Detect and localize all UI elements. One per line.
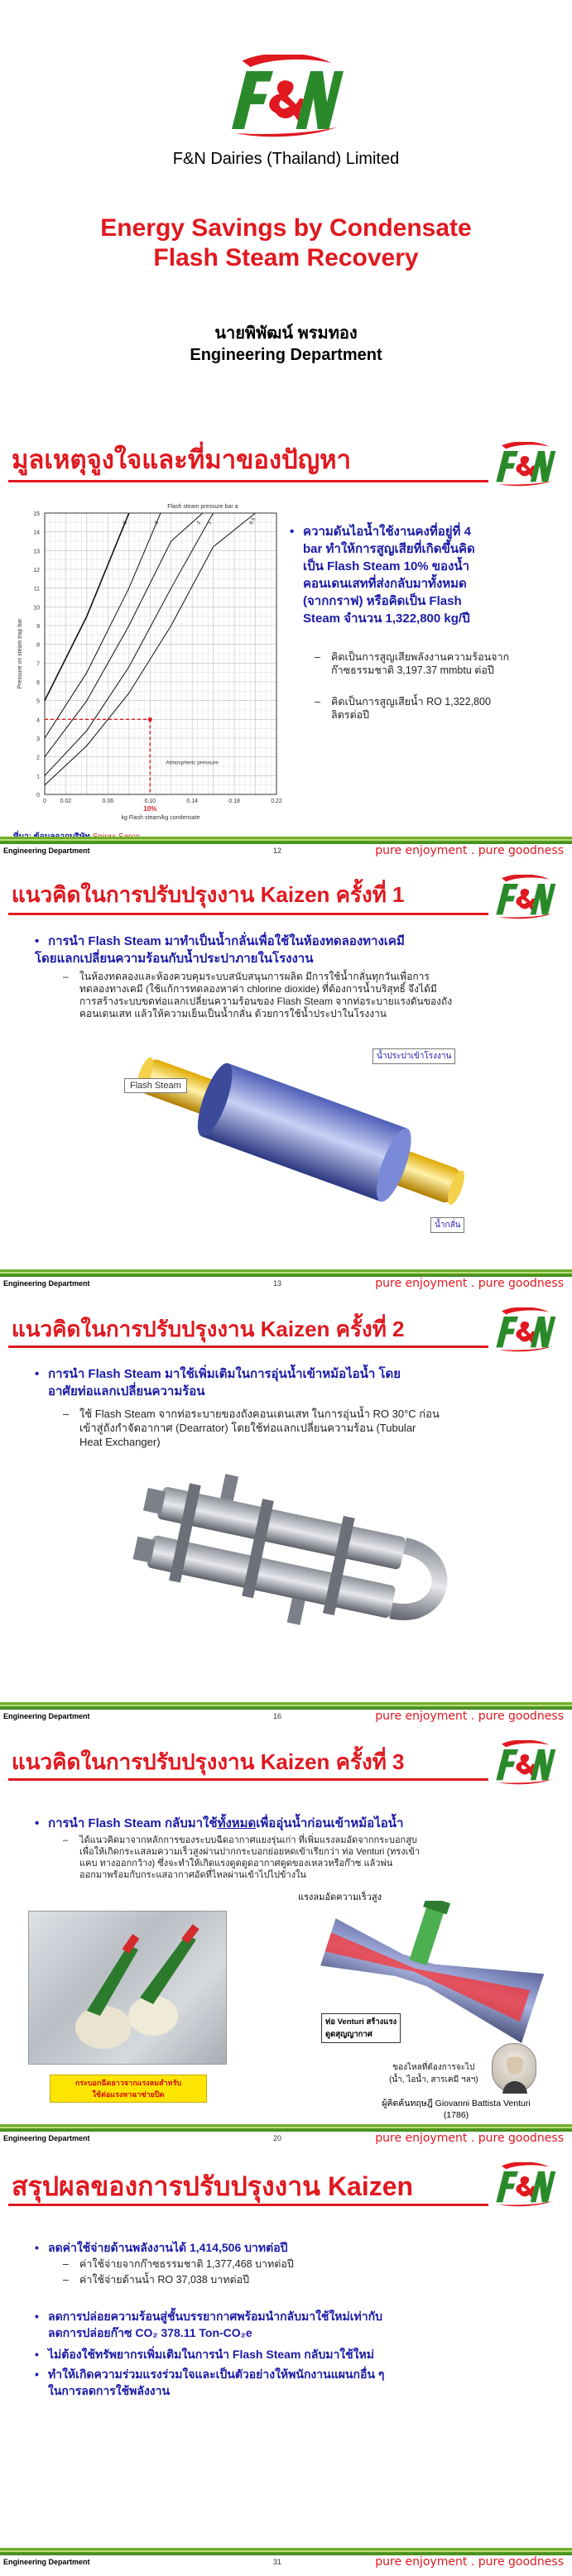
page-number: 13 [273,1279,282,1288]
drawn-fluid-line: (น้ำ, ไอน้ำ, สารเคมี ฯลฯ) [389,2075,478,2084]
dash: – [315,651,320,663]
kaizen1-sub [63,971,551,1020]
kaizen1-bullet-cont: โดยแลกเปลี่ยนความร้อนกับน้ำประปาภายในโรงงาน [35,952,314,966]
footer-tagline: pure enjoyment . pure goodness [375,2555,564,2569]
water-in-label: น้ำประปาเข้าโรงงาน [373,1048,455,1064]
y-axis-label: Pressure on steam trap bar [17,618,23,689]
bullet-dot: • [35,1816,40,1830]
venturi-label-line: ท่อ Venturi สร้างแรง [325,2017,397,2027]
footer-bar [0,2124,572,2132]
sub-line: ลิตรต่อปี [331,709,370,721]
series-label: 3 [154,520,161,525]
summary-bullet-text: ลดค่าใช้จ่ายด้านพลังงานได้ 1,414,506 บาทต่อปี [48,2241,288,2254]
highlight-x-label: 10% [143,805,157,813]
sub-line: คอนเดนเสท แล้วให้ความเย็นเป็นน้ำกลั่น ด้วยการใช้น้ำประปาในโรงงาน [79,1008,387,1019]
tubular-heat-exchanger-svg [132,1460,480,1683]
y-tick-label: 10 [33,605,40,612]
title-underline [8,1346,488,1348]
slide-kaizen-2 [0,1294,572,1727]
y-tick-label: 12 [33,568,40,573]
summary-bullet [35,2346,548,2363]
title-underline [8,480,488,482]
heat-exchanger-svg [116,1035,488,1242]
inventor-line: (1786) [443,2110,469,2120]
bullet-line: การนำ Flash Steam มาทำเป็นน้ำกลั่นเพื่อใช้ในห้องทดลองทางเคมี [48,934,405,948]
x-tick-label: 0.14 [186,799,198,804]
slide-title-text: สรุปผลของการปรับปรุงงาน Kaizen [12,2171,414,2201]
bullet-post: เพื่ออุ่นน้ำก่อนเข้าหม้อไอน้ำ [256,1816,404,1830]
sub-line: ใช้ Flash Steam จากท่อระบายของถังคอนเดนเสท ในการอุ่นน้ำ RO 30°C ก่อน [79,1408,440,1420]
presentation-title [0,213,572,273]
bullet-line: Steam จำนวน 1,322,800 kg/ปี [303,612,470,626]
sub-line: เข้าสู่ถังกำจัดอากาศ (Dearrator) โดยใช้ท่อแลกเปลี่ยนความร้อน (Tubular [79,1422,416,1434]
high-speed-label: แรงลมอัดความเร็วสูง [298,1892,382,1902]
sprayer-photo [28,1911,227,2065]
footer-tagline: pure enjoyment . pure goodness [375,1710,564,1723]
y-tick-label: 0 [36,793,40,799]
bullet-line: (จากกราฟ) หรือคิดเป็น Flash [303,594,462,608]
kaizen2-sub [63,1407,551,1449]
bullet-dot: • [35,2367,39,2381]
summary-bullet [35,2308,548,2341]
kaizen3-sub [63,1835,551,1881]
annotation-text: Atmospheric pressure [166,760,219,766]
dash: – [63,1835,69,1845]
bullet-dot: • [35,2348,39,2361]
photo-caption-line: กระบอกฉีดยาวจากแรงลมสำหรับ [75,2079,182,2087]
fn-logo [492,875,558,919]
problem-bullet [290,523,538,627]
department-name: Engineering Department [190,346,382,364]
problem-sub-item [315,695,538,722]
summary-sub [63,2257,526,2271]
dash: – [315,696,320,708]
x-tick-label: 0.06 [102,799,114,804]
slide-footer [0,2124,572,2149]
y-tick-label: 4 [36,717,40,724]
footer-bar [0,837,572,844]
slide-footer [0,837,572,861]
page-number: 31 [273,2558,282,2566]
y-tick-label: 8 [36,642,40,649]
water-out-label: น้ำกลั่น [430,1217,464,1233]
bullet-line: ในการลดการใช้พลังงาน [48,2384,171,2397]
bullet-dot: • [290,525,295,539]
x-tick-label: 0.18 [228,799,240,804]
series-label: 1 [207,520,213,525]
slide-title-text: แนวคิดในการปรับปรุงงาน Kaizen ครั้งที่ 1 [12,882,405,907]
fn-logo [492,1740,558,1785]
x-tick-label: 0 [43,799,46,804]
dash: – [63,971,69,982]
page-number: 20 [273,2134,282,2142]
bullet-line: อาศัยท่อแลกเปลี่ยนความร้อน [48,1384,205,1398]
kaizen2-bullet [35,1365,548,1400]
fn-logo-icon [492,1307,558,1352]
sub-line: ค่าใช้จ่ายด้านน้ำ RO 37,038 บาทต่อปี [79,2274,250,2286]
bullet-line: เป็น Flash Steam 10% ของน้ำ [303,559,470,573]
title-underline [8,1778,488,1781]
bullet-line: คอนเดนเสทที่ส่งกลับมาทั้งหมด [303,577,467,591]
footer-department: Engineering Department [3,2134,90,2142]
y-tick-label: 1 [36,774,40,780]
footer-department: Engineering Department [3,2558,90,2566]
footer-department: Engineering Department [3,1712,90,1720]
sub-line: คิดเป็นการสูญเสียพลังงานความร้อนจาก [331,651,510,663]
bullet-line: ความดันไอน้ำใช้งานคงที่อยู่ที่ 4 [303,525,471,539]
kaizen3-bullet [35,1815,548,1832]
summary-sub [63,2273,526,2286]
y-tick-label: 9 [36,624,40,630]
x-axis-label: kg Flash steam/kg condensate [121,815,200,821]
fn-logo-icon [492,2162,558,2207]
slide-footer [0,1702,572,1727]
y-tick-label: 11 [33,586,40,592]
slide-footer [0,1269,572,1294]
slide-title [0,0,572,401]
y-tick-label: 13 [33,549,40,555]
sub-line: คิดเป็นการสูญเสียน้ำ RO 1,322,800 [331,696,491,708]
y-tick-label: 14 [33,530,40,536]
bullet-line: bar ทำให้การสูญเสียที่เกิดขึ้นคิด [303,542,475,556]
sub-line: ในห้องทดลองและห้องควบคุมระบบสนับสนุนการผลิต มีการใช้น้ำกลั่นทุกวันเพื่อการ [79,971,430,982]
tubular-heat-exchanger [132,1460,480,1683]
title-underline [8,913,488,915]
footer-bar [0,1269,572,1277]
bullet-dot: • [35,2241,39,2254]
y-tick-label: 5 [36,698,40,705]
page-number: 12 [273,847,282,855]
sub-line: ออกมาพร้อมกับกระแสอากาศอัดที่ไหลผ่านเข้าไปไปข้างใน [79,1870,306,1880]
summary-bullet [35,2240,548,2256]
bullet-dot: • [35,2310,39,2323]
dash: – [63,1408,70,1420]
flash-steam-label: Flash Steam [124,1078,187,1093]
highlight-point [148,717,152,722]
footer-tagline: pure enjoyment . pure goodness [375,844,564,857]
bullet-line: ลดการปล่อยความร้อนสู่ชั้นบรรยากาศพร้อมนำกลับมาใช้ใหม่เท่ากับ [48,2310,382,2323]
x-tick-label: 0.10 [144,799,156,804]
slide-problem [0,429,572,861]
footer-tagline: pure enjoyment . pure goodness [375,2132,564,2145]
slide-summary [0,2149,572,2576]
sub-line: ได้แนวคิดมาจากหลักการของระบบฉีดอากาศแยงรุ่นเก่า ที่เพิ่มแรงลมอัดจากกระบอกสูบ [79,1835,417,1845]
slide-title-text: มูลเหตุจูงใจและที่มาของปัญหา [12,445,351,474]
fn-logo [492,1307,558,1352]
fn-logo [224,55,348,137]
summary-bullet [35,2366,548,2399]
bullet-pre: การนำ Flash Steam กลับมาใช้ [48,1816,218,1830]
bullet-dot: • [35,1367,40,1381]
portrait-svg [493,2044,537,2094]
series-label: 2 [196,520,203,525]
x-tick-label: 0.02 [60,799,72,804]
y-tick-label: 3 [36,736,40,742]
fn-logo-icon [224,55,348,137]
footer-department: Engineering Department [3,1279,90,1288]
kaizen1-bullet [35,933,548,950]
sub-line: เพื่อให้เกิดกระแสลมความเร็วสูงผ่านปากกระบอกย่อยหดเข้าเรียกว่า ท่อ Venturi (ทรงเข้า [79,1847,421,1857]
title-underline [8,2204,488,2206]
presentation-title-line2: Flash Steam Recovery [153,244,419,271]
venturi-label-line: ดูดสุญญากาศ [325,2030,373,2039]
slide-kaizen-1 [0,861,572,1294]
sub-line: Heat Exchanger) [79,1436,161,1448]
footer-bar [0,1702,572,1710]
footer-tagline: pure enjoyment . pure goodness [375,1277,564,1290]
slide-footer [0,2548,572,2573]
drawn-fluid-line: ของไหลที่ต้องการจะไป [392,2063,475,2072]
bullet-dot: • [35,934,40,948]
photo-caption [50,2075,207,2103]
series-label: 5 [123,520,129,525]
bullet-line: การนำ Flash Steam มาใช้เพิ่มเติมในการอุ่นน้ำเข้าหม้อไอน้ำ โดย [48,1367,401,1381]
bullet-line: ทำให้เกิดความร่วมแรงร่วมใจและเป็นตัวอย่างให้พนักงานแผนกอื่น ๆ [48,2367,385,2381]
fn-logo [492,2162,558,2207]
slide-title-text: แนวคิดในการปรับปรุงงาน Kaizen ครั้งที่ 3 [12,1749,405,1774]
page-number: 16 [273,1712,282,1720]
inventor-caption [353,2096,560,2120]
y-tick-label: 7 [36,661,40,668]
chart-title: Flash steam pressure bar a [167,504,238,510]
x-tick-label: 0.22 [271,799,282,804]
y-tick-label: 2 [36,755,40,761]
slide-kaizen-3 [0,1727,572,2149]
inventor-line: ผู้คิดค้นทฤษฎี Giovanni Battista Venturi [382,2099,531,2108]
sub-line: การสร้างระบบขดท่อแลกเปลี่ยนความร้อนของ Flash Steam จากท่อระบายแรงดันของถัง [79,995,453,1007]
sub-line: ก๊าซธรรมชาติ 3,197.37 mmbtu ต่อปี [331,664,494,676]
sub-line: ทดลองทางเคมี (ใช้แก้การทดลองหาค่า chlorine dioxide) ที่ต้องการน้ำบริสุทธิ์ จึงได้มี [79,983,437,995]
bullet-underlined: ทั้งหมด [217,1816,257,1830]
slide-title-text: แนวคิดในการปรับปรุงงาน Kaizen ครั้งที่ 2 [12,1317,405,1341]
drawn-fluid-label [389,2061,478,2086]
y-tick-label: 6 [36,680,40,686]
fn-logo [492,442,558,487]
photo-caption-line: ใช้ต่อแรงหาฉาซ่ายปิด [92,2090,165,2099]
company-name: F&N Dairies (Thailand) Limited [172,150,400,168]
fn-logo-icon [492,1740,558,1785]
bullet-line: ลดการปล่อยก๊าซ CO₂ 378.11 Ton-CO₂e [48,2326,252,2339]
presentation-title-line1: Energy Savings by Condensate [100,214,472,242]
sprayer-photo-svg [29,1912,228,2065]
flash-steam-chart-svg [13,495,286,826]
fn-logo-icon [492,875,558,919]
sub-line: ค่าใช้จ่ายจากก๊าซธรรมชาติ 1,377,468 บาทต่อปี [79,2258,294,2270]
footer-bar [0,2548,572,2555]
venturi-portrait [492,2043,536,2093]
problem-sub-item [315,650,538,677]
presenter-name: นายพิพัฒน์ พรมทอง [214,324,358,343]
y-tick-label: 15 [33,511,40,517]
footer-department: Engineering Department [3,847,90,855]
summary-bullet-text: ไม่ต้องใช้ทรัพยากรเพิ่มเติมในการนำ Flash Steam กลับมาใช้ใหม่ [48,2348,374,2361]
dash: – [63,2258,69,2270]
venturi-label [321,2013,401,2043]
outer-pipe [202,1063,407,1202]
heat-exchanger-diagram [116,1035,488,1242]
series-label: 0.5 [249,516,257,525]
flash-steam-chart [13,495,286,826]
sub-line: แคบ ทางออกกว้าง) ซึ่งจะทำให้เกิดแรงดูดดูดอากาศดูดของเหลวหรือก๊าซ แล้วพ่น [79,1859,393,1868]
dash: – [63,2274,69,2286]
fn-logo-icon [492,442,558,487]
